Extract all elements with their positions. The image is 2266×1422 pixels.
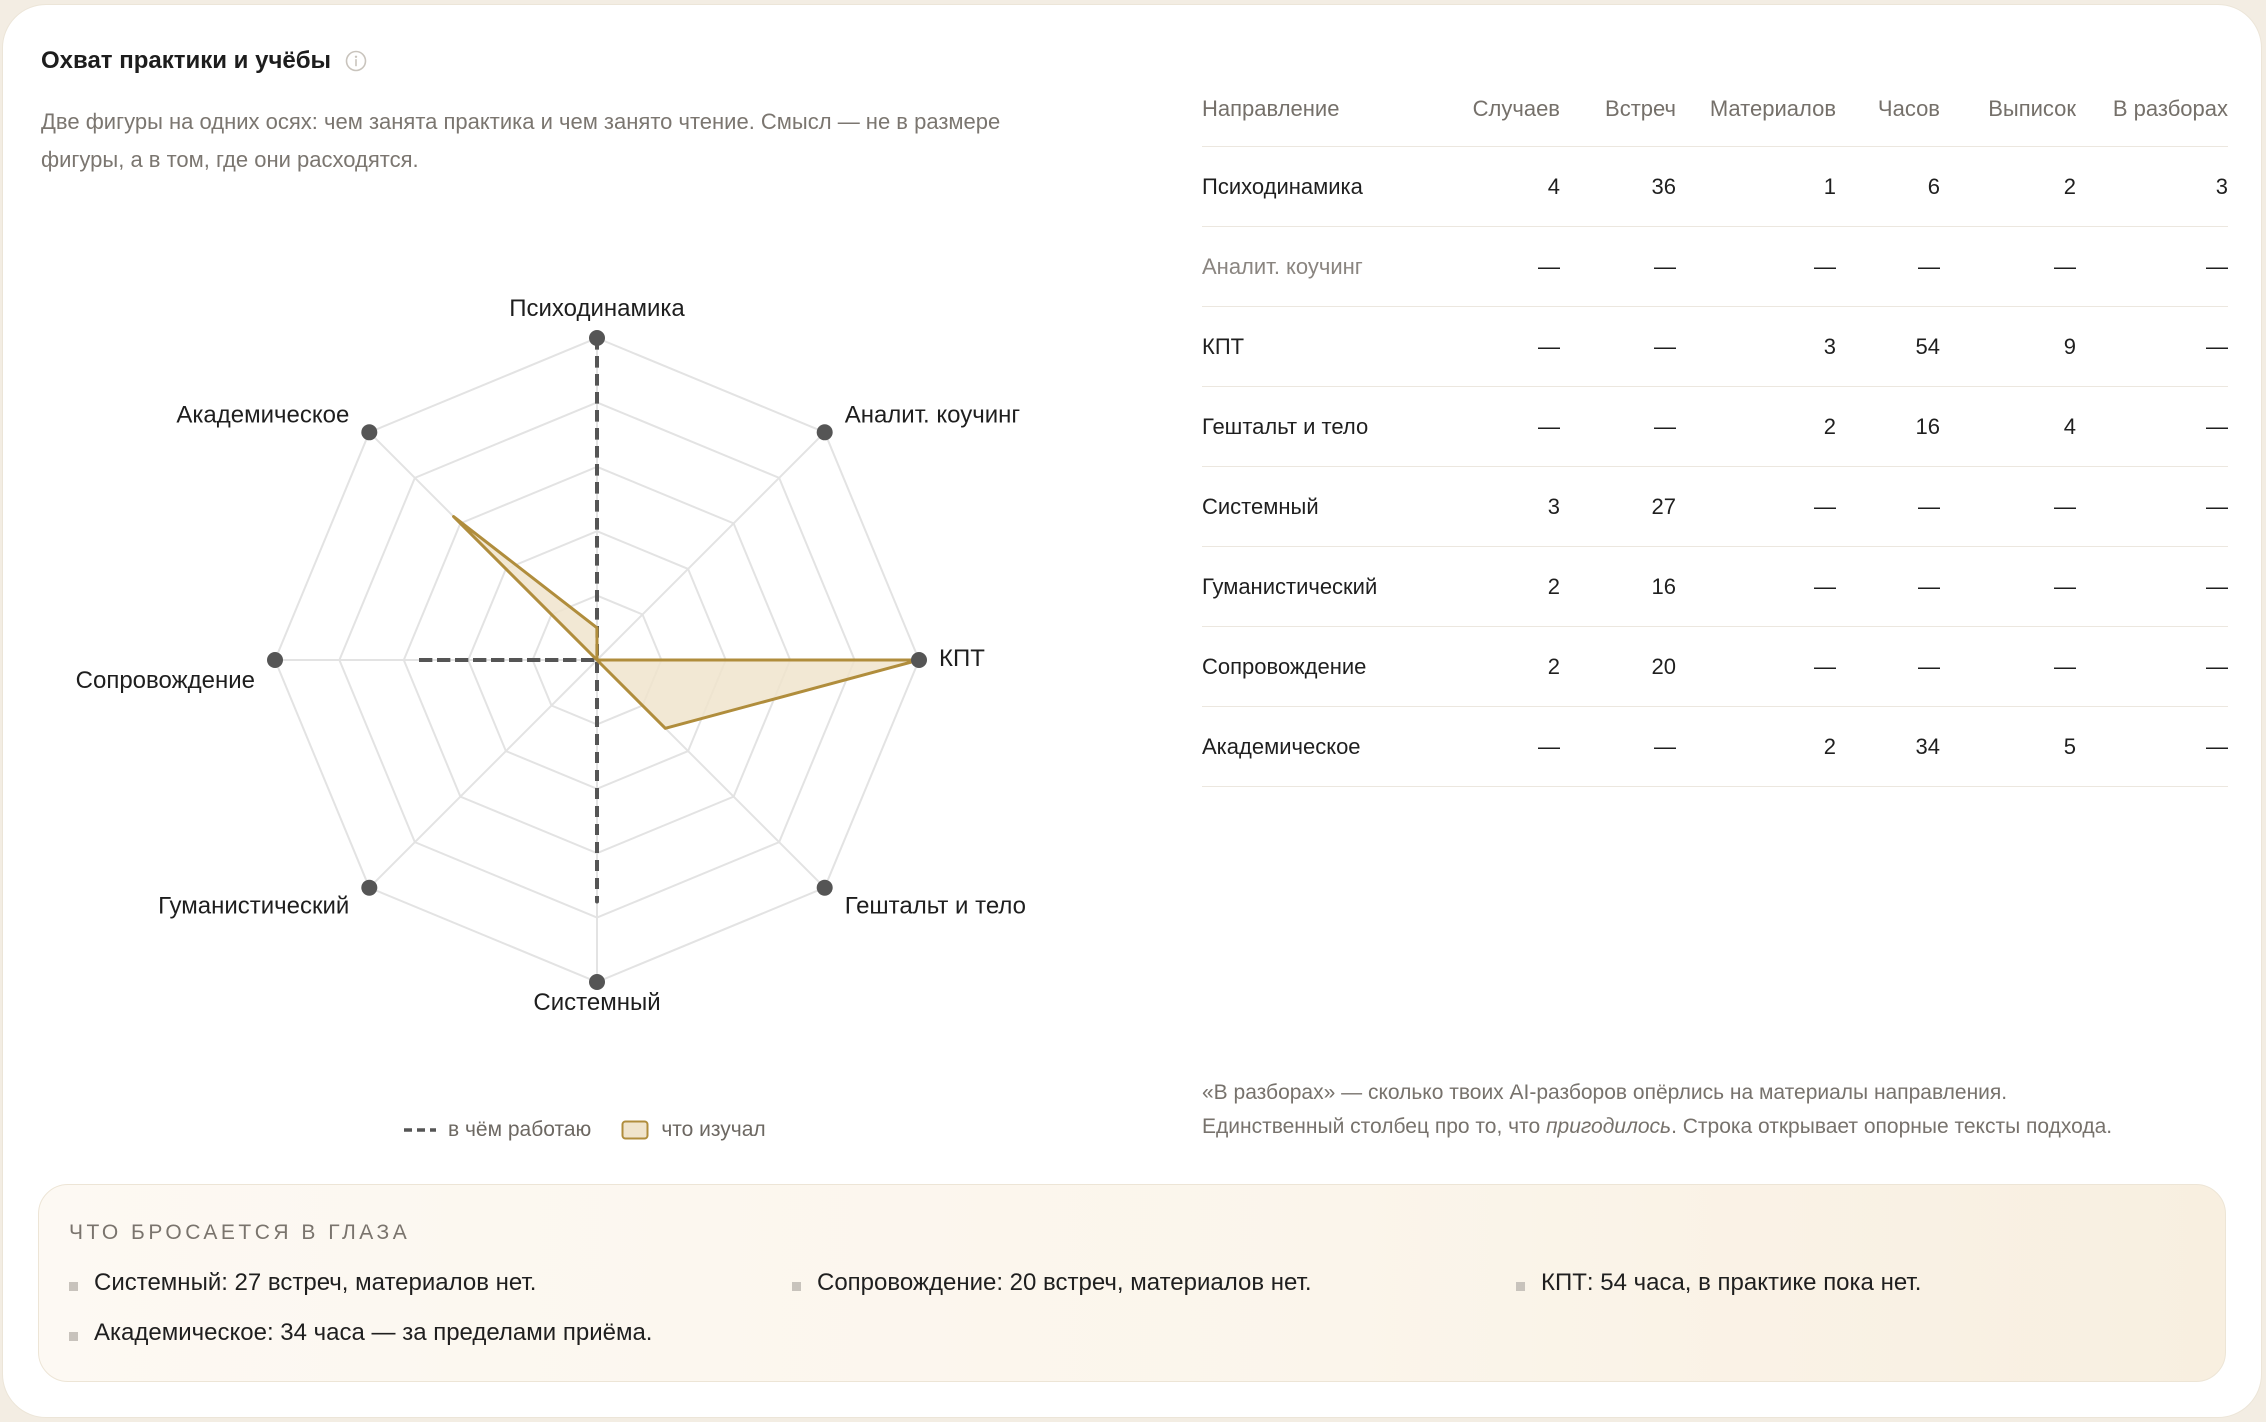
value-cell: — [1836,227,1940,307]
card-title: Охват практики и учёбы [41,47,332,74]
table-row[interactable] [1202,147,2228,227]
value-cell: — [2076,227,2228,307]
value-cell: 20 [1560,627,1676,707]
col-header-meetings[interactable]: Встреч [1560,96,1676,147]
value-cell: — [1432,227,1560,307]
value-cell: 2 [1432,627,1560,707]
table-row[interactable] [1202,467,2228,547]
col-header-direction[interactable]: Направление [1202,96,1432,147]
table-row[interactable] [1202,707,2228,787]
legend-work-label: в чём работаю [448,1118,592,1141]
direction-name-cell[interactable]: Аналит. коучинг [1202,227,1432,307]
value-cell: — [1560,707,1676,787]
insight-item [1516,1269,1921,1297]
value-cell: 34 [1836,707,1940,787]
axis-label: Системный [533,989,661,1016]
value-cell: — [1432,307,1560,387]
value-cell: — [1676,227,1836,307]
axis-endpoint [361,424,377,440]
direction-name-cell[interactable]: Системный [1202,467,1432,547]
value-cell: 16 [1836,387,1940,467]
insight-text: Академическое: 34 часа — за пределами приёма. [94,1319,653,1346]
value-cell: — [1432,387,1560,467]
value-cell: — [2076,627,2228,707]
axis-endpoint [817,880,833,896]
table-body [1202,147,2228,787]
insight-text: КПТ: 54 часа, в практике пока нет. [1541,1269,1922,1296]
axis-label: Сопровождение [75,667,255,694]
insight-item [69,1269,536,1297]
value-cell: — [1940,627,2076,707]
filled-area-swatch [621,1120,649,1140]
legend-item-study [621,1118,765,1142]
value-cell: 16 [1560,547,1676,627]
col-header-excerpts[interactable]: Выписок [1940,96,2076,147]
value-cell: 54 [1836,307,1940,387]
value-cell: 3 [2076,147,2228,227]
value-cell: 1 [1676,147,1836,227]
value-cell: — [2076,707,2228,787]
axis-endpoint [589,974,605,990]
value-cell: 36 [1560,147,1676,227]
legend-study-label: что изучал [661,1118,766,1141]
axis-label: Гештальт и тело [844,892,1027,920]
value-cell: — [1560,307,1676,387]
insight-item [792,1269,1312,1297]
insights-panel [38,1184,2226,1382]
value-cell: 2 [1676,707,1836,787]
direction-name-cell[interactable]: Психодинамика [1202,147,1432,227]
value-cell: — [1676,627,1836,707]
axis-endpoint [267,652,283,668]
insight-text: Сопровождение: 20 встреч, материалов нет. [817,1269,1312,1296]
footnote-line-1: «В разборах» — сколько твоих AI-разборов опёрлись на материалы направления. [1202,1081,2008,1104]
value-cell: — [2076,307,2228,387]
table-footnote [1202,1076,2242,1144]
direction-name-cell[interactable]: Сопровождение [1202,627,1432,707]
value-cell: 4 [1432,147,1560,227]
value-cell: 27 [1560,467,1676,547]
value-cell: 3 [1676,307,1836,387]
value-cell: 2 [1432,547,1560,627]
value-cell: 6 [1836,147,1940,227]
value-cell: — [1940,227,2076,307]
bullet-icon [792,1282,801,1291]
axis-label: Академическое [176,401,350,429]
insight-text: Системный: 27 встреч, материалов нет. [94,1269,537,1296]
axis-endpoint [817,424,833,440]
value-cell: — [1432,707,1560,787]
value-cell: 9 [1940,307,2076,387]
footnote-line-2 [1202,1110,2242,1144]
value-cell: — [1676,547,1836,627]
chart-legend [404,1118,766,1142]
value-cell: — [1940,467,2076,547]
col-header-hours[interactable]: Часов [1836,96,1940,147]
value-cell: — [2076,387,2228,467]
col-header-cases[interactable]: Случаев [1432,96,1560,147]
value-cell: 4 [1940,387,2076,467]
value-cell: — [2076,467,2228,547]
axis-label: Гуманистический [158,892,350,920]
table-row[interactable] [1202,227,2228,307]
bullet-icon [69,1282,78,1291]
table-row[interactable] [1202,307,2228,387]
directions-table [1202,96,2228,787]
value-cell: — [1676,467,1836,547]
card-subtitle: Две фигуры на одних осях: чем занята практика и чем занято чтение. Смысл — не в размере фигуры, а в том, где они расходятся. [41,109,1001,172]
dashed-line-swatch [404,1127,436,1133]
value-cell: 5 [1940,707,2076,787]
value-cell: — [1836,627,1940,707]
value-cell: — [1940,547,2076,627]
footnote-emphasis: пригодилось [1545,1115,1672,1138]
direction-name-cell[interactable]: КПТ [1202,307,1432,387]
value-cell: — [1836,467,1940,547]
direction-name-cell[interactable]: Гештальт и тело [1202,387,1432,467]
axis-label: КПТ [939,645,985,672]
axis-label: Психодинамика [509,295,685,322]
directions-table-wrap [1202,96,2228,787]
value-cell: — [1560,387,1676,467]
col-header-in-reviews[interactable]: В разборах [2076,96,2228,147]
axis-endpoint [911,652,927,668]
radar-chart [0,0,1160,1160]
insight-item [69,1319,652,1347]
axis-endpoint [589,330,605,346]
legend-item-work [404,1118,591,1142]
value-cell: — [2076,547,2228,627]
footnote-line-2-before: Единственный столбец про то, что [1202,1115,1546,1138]
col-header-materials[interactable]: Материалов [1676,96,1836,147]
direction-name-cell[interactable]: Гуманистический [1202,547,1432,627]
value-cell: 3 [1432,467,1560,547]
table-row[interactable] [1202,547,2228,627]
value-cell: — [1560,227,1676,307]
bullet-icon [1516,1282,1525,1291]
insights-title: ЧТО БРОСАЕТСЯ В ГЛАЗА [69,1221,411,1244]
table-header-row [1202,96,2228,147]
axis-endpoint [361,880,377,896]
direction-name-cell[interactable]: Академическое [1202,707,1432,787]
axis-label: Аналит. коучинг [844,401,1021,429]
value-cell: — [1836,547,1940,627]
value-cell: 2 [1940,147,2076,227]
footnote-line-2-after: . Строка открывает опорные тексты подхода. [1671,1115,2113,1138]
bullet-icon [69,1332,78,1341]
value-cell: 2 [1676,387,1836,467]
table-row[interactable] [1202,387,2228,467]
table-row[interactable] [1202,627,2228,707]
series-study-area [454,517,919,729]
